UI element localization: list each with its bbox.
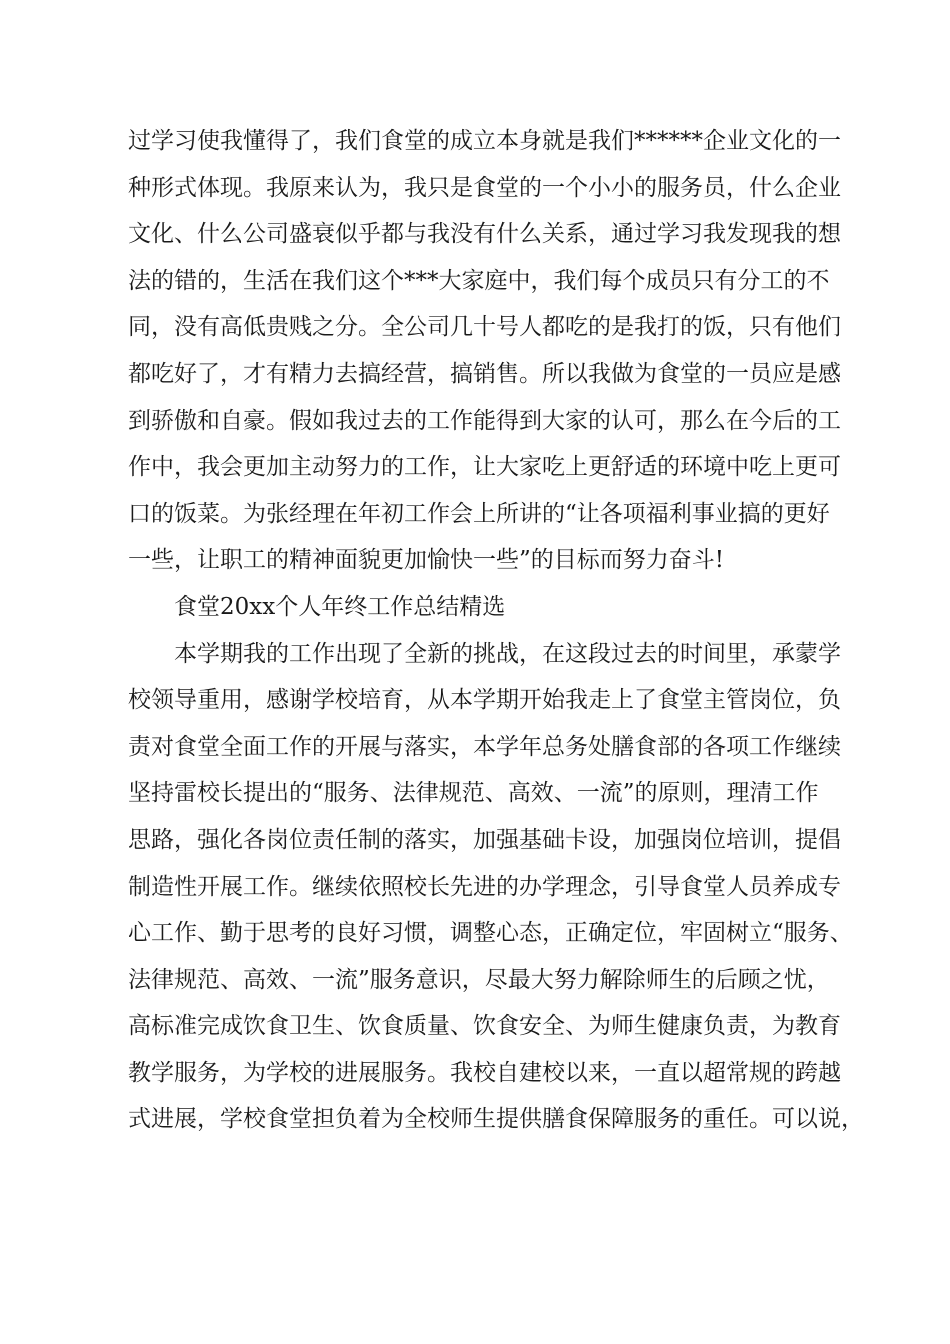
- text-line: 都吃好了，才有精力去搞经营，搞销售。所以我做为食堂的一员应是感: [128, 360, 841, 387]
- text-line: 法律规范、高效、一流”服务意识，尽最大努力解除师生的后顾之忧，: [128, 966, 830, 993]
- text-line: 文化、什么公司盛衰似乎都与我没有什么关系，通过学习我发现我的想: [128, 221, 841, 248]
- text-line: 式进展，学校食堂担负着为全校师生提供膳食保障服务的重任。可以说，: [128, 1106, 864, 1133]
- text-line: 口的饭菜。为张经理在年初工作会上所讲的“让各项福利事业搞的更好: [128, 500, 830, 527]
- text-line: 到骄傲和自豪。假如我过去的工作能得到大家的认可，那么在今后的工: [128, 407, 841, 434]
- section-heading: 食堂20xx个人年终工作总结精选: [174, 593, 506, 620]
- text-line: 制造性开展工作。继续依照校长先进的办学理念，引导食堂人员养成专: [128, 873, 841, 900]
- text-line: 思路，强化各岗位责任制的落实，加强基础卡设，加强岗位培训，提倡: [128, 826, 841, 853]
- text-line: 教学服务，为学校的进展服务。我校自建校以来，一直以超常规的跨越: [128, 1059, 841, 1086]
- text-line: 同，没有高低贵贱之分。全公司几十号人都吃的是我打的饭，只有他们: [128, 314, 841, 341]
- text-line: 责对食堂全面工作的开展与落实，本学年总务处膳食部的各项工作继续: [128, 733, 841, 760]
- text-line: 过学习使我懂得了，我们食堂的成立本身就是我们******企业文化的一: [128, 128, 841, 154]
- text-line: 一些，让职工的精神面貌更加愉快一些”的目标而努力奋斗!: [128, 547, 725, 574]
- text-line: 校领导重用，感谢学校培育，从本学期开始我走上了食堂主管岗位，负: [128, 687, 841, 714]
- body-text: [128, 118, 864, 1143]
- text-line: 种形式体现。我原来认为，我只是食堂的一个小小的服务员，什么企业: [128, 174, 841, 201]
- text-line: 本学期我的工作出现了全新的挑战，在这段过去的时间里，承蒙学: [174, 640, 841, 667]
- text-line: 法的错的，生活在我们这个***大家庭中，我们每个成员只有分工的不: [128, 267, 830, 294]
- text-line: 高标准完成饮食卫生、饮食质量、饮食安全、为师生健康负责，为教育: [128, 1013, 841, 1040]
- text-line: 作中，我会更加主动努力的工作，让大家吃上更舒适的环境中吃上更可: [128, 454, 841, 481]
- text-line: 坚持雷校长提出的“服务、法律规范、高效、一流”的原则，理清工作: [128, 780, 819, 807]
- text-line: 心工作、勤于思考的良好习惯，调整心态，正确定位，牢固树立“服务、: [128, 920, 853, 947]
